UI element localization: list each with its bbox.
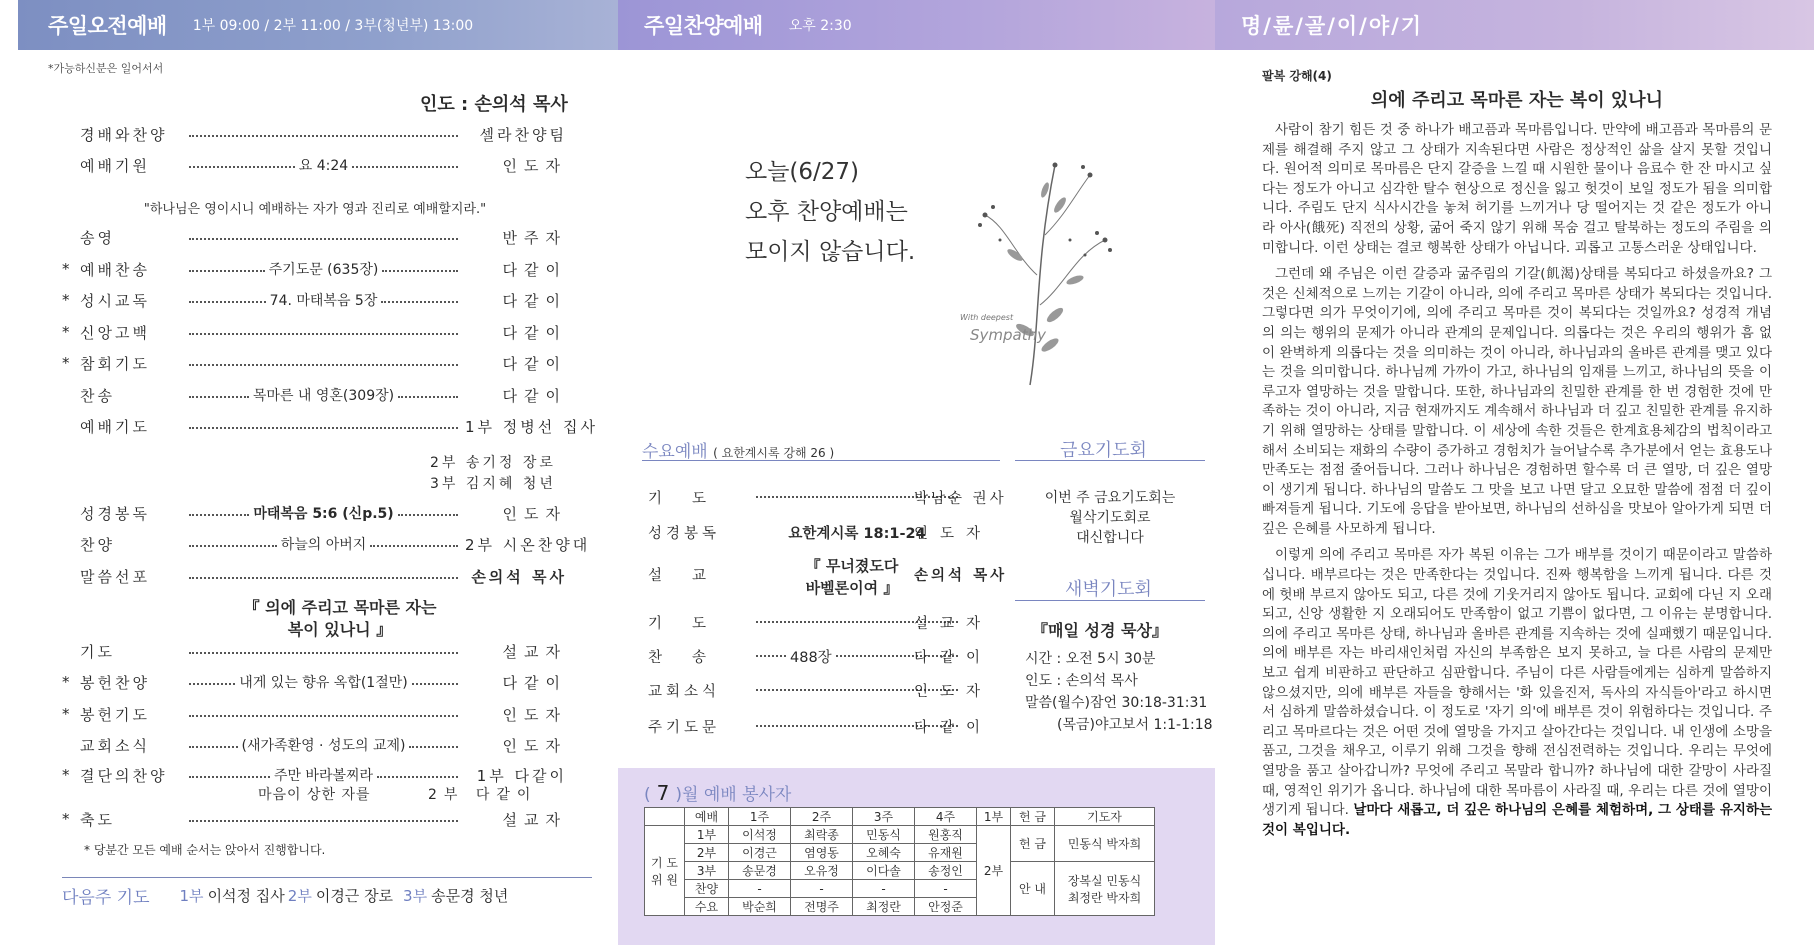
wednesday-person: 설교자 — [914, 615, 993, 632]
flower-text-2: Sympathy — [970, 326, 1046, 344]
wednesday-divider — [642, 460, 1000, 461]
head-blank — [645, 808, 685, 826]
order-row — [62, 808, 567, 830]
order-leader-dots — [185, 385, 462, 405]
story-body — [1262, 121, 1772, 847]
order-label: 축도 — [80, 810, 115, 829]
order-row — [62, 734, 567, 756]
order-row — [62, 123, 567, 145]
required-star: * — [62, 323, 70, 341]
wednesday-person: 박남순 권사 — [914, 490, 1007, 507]
order-label: 예배기원 — [80, 156, 150, 175]
order-label: 예배찬송 — [80, 260, 150, 279]
table-cell: 유재원 — [915, 844, 977, 862]
order-leader-dots — [185, 362, 462, 364]
table-cell: 안정준 — [915, 898, 977, 916]
next-part-3: 3부 — [403, 887, 428, 905]
wednesday-sermon-title — [752, 555, 952, 599]
order-label: 기도 — [80, 642, 115, 661]
table-cell: 이석정 — [729, 826, 791, 844]
prayer-part3: 3부 김지혜 청년 — [430, 476, 556, 492]
order-detail: 요 4:24 — [298, 158, 349, 174]
dawn-title: 새벽기도회 — [1065, 579, 1152, 600]
order-leader-dots — [185, 155, 462, 175]
order-label: 성경봉독 — [80, 504, 150, 523]
volunteers-table — [644, 807, 1155, 916]
standing-note: *가능하신분은 일어서서 — [48, 62, 164, 75]
table-cell: - — [915, 880, 977, 898]
order-leader-dots — [185, 503, 462, 523]
table-cell: 염영동 — [791, 844, 853, 862]
decision-part2: 2부 다같이 — [428, 787, 538, 803]
service-leader: 인도 : 손의석 목사 — [420, 94, 568, 115]
group-label — [645, 826, 685, 916]
order-row — [62, 764, 567, 786]
order-row — [62, 384, 567, 406]
table-cell: 오유정 — [791, 862, 853, 880]
order-person: 다같이 — [502, 354, 567, 373]
offering-label-cell: 헌 금 — [1011, 826, 1055, 862]
order-detail: 주만 바라볼찌라 — [273, 768, 374, 784]
story-header-title: 명/륜/골/이/야/기 — [1241, 14, 1424, 38]
table-cell: 수요 — [685, 898, 729, 916]
order-person: 인도자 — [502, 705, 567, 724]
table-cell: 민동식 — [853, 826, 915, 844]
required-star: * — [62, 354, 70, 372]
table-cell: 1부 — [685, 826, 729, 844]
order-label: 참회기도 — [80, 354, 150, 373]
wednesday-row — [648, 519, 998, 545]
order-person: 인도자 — [502, 504, 567, 523]
next-name-3: 송문경 청년 — [431, 887, 509, 905]
order-label: 찬양 — [80, 535, 115, 554]
order-row — [62, 703, 567, 725]
order-person: 2부 시온찬양대 — [465, 535, 591, 554]
order-detail: 마태복음 5:6 (신p.5) — [253, 506, 394, 522]
wednesday-sermon-line1: 『 무너졌도다 — [805, 557, 899, 575]
order-label: 신앙고백 — [80, 323, 150, 342]
story-subtitle: 팔복 강해(4) — [1262, 69, 1332, 83]
order-label: 예배기도 — [80, 417, 150, 436]
sermon-title-line1: 『 의에 주리고 목마른 자는 — [243, 598, 437, 617]
friday-line-1: 이번 주 금요기도회는 — [1044, 490, 1176, 506]
wednesday-row — [648, 484, 1007, 510]
table-row — [645, 862, 1155, 880]
next-week-label: 다음주 기도 — [62, 888, 150, 908]
table-cell: 최락종 — [791, 826, 853, 844]
afternoon-service-title: 주일찬양예배 — [644, 14, 763, 38]
order-person: 설교자 — [502, 642, 567, 661]
wednesday-label: 성경봉독 — [648, 525, 721, 542]
notice-line-3: 모이지 않습니다. — [745, 239, 916, 265]
order-person: 1부 정병선 집사 — [465, 417, 599, 436]
story-header — [1215, 0, 1814, 50]
wednesday-label: 교회소식 — [648, 683, 721, 700]
order-person: 인도자 — [502, 156, 567, 175]
dawn-word-1: 말씀(월수)잠언 30:18-31:31 — [1025, 695, 1208, 711]
order-leader-dots — [185, 735, 462, 755]
order-row — [62, 352, 567, 374]
part2-cell: 2부 — [977, 826, 1011, 916]
order-row — [62, 565, 567, 587]
order-detail: 74. 마태복음 5장 — [269, 293, 378, 309]
required-star: * — [62, 810, 70, 828]
order-leader-dots — [185, 672, 462, 692]
afternoon-notice — [745, 152, 915, 272]
order-leader-dots — [185, 425, 462, 427]
table-cell: - — [853, 880, 915, 898]
guide-names-2: 최정란 박자희 — [1067, 890, 1142, 905]
wednesday-person: 인도자 — [914, 525, 993, 542]
story-paragraph-3-text: 이렇게 의에 주리고 목마른 자가 복된 이유는 그가 배부를 것이기 때문이라고 말씀하십니다. 배부르다는 것은 만족한다는 것입니다. 진짜 행복함을 느끼게 됩니다. 다른 것에 헛배 부르지 않아도 되고, 다른 것에 기웃거리지 않아도 됩니다. 교회에 다닌 지 오래되고, 신앙 생활한 지 오래되어도 만족함이 없고 기쁨이 없다면, 그 이유는 분명합니다. 의에 주리고 목마른 상태, 하나님과 올바른 관계를 지속하는 것에 실패했기 때문입니다. 의에 배부른 자는 바리새인처럼 자신의 부족함은 보지 못하고, 늘 다른 사람의 문제만 보고 쉽게 비판하고 판단하고 심판합니다. 주님이 다른 사람들에게는 심하게 말씀하지 않으셨지만, 의에 배부른 자들을 향해서는 '화 있을진저, 독사의 자식들아'라고 하시면서 심하게 말씀하셨습니다. 이 정도로 '자기 의'에 배부른 것이 위험하다는 것입니다. 주리고 목마르다는 것은 어떤 것에 열망을 가지고 살아간다는 것입니다. 내 인생에 소망을 품고, 그것을 채우고, 이루기 위해 그것을 향해 전심전력하는 것입니다. 우리는 무엇에 열망을 품고 살아갑니까? 무엇에 주리고 목말라 합니까? 하나님에 대한 갈망이 사라질 때, 영적인 위기가 옵니다. 하나님에 대한 목마름이 사라질 때, 우리는 다른 것에 열망이 생기게 됩니다. — [1262, 547, 1772, 819]
order-label: 말씀선포 — [80, 567, 150, 586]
order-leader-dots — [185, 259, 462, 279]
order-label: 결단의찬양 — [80, 766, 168, 785]
required-star: * — [62, 705, 70, 723]
required-star: * — [62, 291, 70, 309]
story-title: 의에 주리고 목마른 자는 복이 있나니 — [1370, 90, 1664, 111]
story-closing: 날마다 새롭고, 더 깊은 하나님의 은혜를 체험하며, 그 상태를 유지하는 것이 복입니다. — [1262, 802, 1772, 838]
order-person: 다같이 — [502, 291, 567, 310]
order-row — [62, 321, 567, 343]
order-label: 경배와찬양 — [80, 125, 168, 144]
order-person: 설교자 — [502, 810, 567, 829]
wednesday-row — [648, 713, 998, 739]
story-paragraph-1: 사람이 참기 힘든 것 중 하나가 배고픔과 목마름입니다. 만약에 배고픔과 목마름의 문제를 해결해 주지 않고 그 상태가 지속된다면 사람은 정상적인 삶을 살지 못할 것입니다. 원어적 의미로 목마름은 단지 갈증을 느낄 때 시원한 물이나 음료수 한 잔 마시고 싶다는 정도가 아니고 심각한 탈수 현상으로 정신을 잃고 헛것이 보일 정도가 됨을 의미합니다. 주림도 단지 식사시간을 놓쳐 허기를 느끼거나 당 떨어지는 것 같은 정도가 아니라 아사(餓死) 직전의 상황, 굶어 죽지 않기 위해 목숨 걸고 탈북하는 정도의 주림을 의미합니다. 이런 상태는 결코 행복한 상태가 아닙니다. 괴롭고 고통스러운 상태입니다. — [1262, 122, 1772, 256]
order-person: 1부 다같이 — [476, 766, 567, 785]
order-leader-dots — [185, 133, 462, 135]
order-row — [62, 671, 567, 693]
dawn-word-2: (목금)야고보서 1:1-1:18 — [1057, 717, 1213, 733]
table-cell: 찬양 — [685, 880, 729, 898]
dawn-divider — [1015, 600, 1205, 601]
head-prayer: 기도자 — [1055, 808, 1155, 826]
dawn-info — [1025, 620, 1213, 736]
table-cell: 송문경 — [729, 862, 791, 880]
wednesday-person: 다같이 — [914, 649, 993, 666]
head-part1: 1부 — [977, 808, 1011, 826]
dawn-leader: 인도 : 손의석 목사 — [1025, 673, 1138, 689]
required-star: * — [62, 673, 70, 691]
morning-service-times: 1부 09:00 / 2부 11:00 / 3부(청년부) 13:00 — [192, 18, 474, 34]
table-cell: 최정란 — [853, 898, 915, 916]
wednesday-label: 설교 — [648, 567, 737, 584]
story-paragraph-3 — [1262, 546, 1772, 840]
next-part-1: 1부 — [179, 887, 204, 905]
wednesday-detail: 요한계시록 18:1-24 — [788, 525, 926, 542]
order-row — [62, 640, 567, 662]
table-cell: 박순희 — [729, 898, 791, 916]
head-offering: 헌 금 — [1011, 808, 1055, 826]
order-person: 인도자 — [502, 736, 567, 755]
order-row — [62, 258, 567, 280]
order-leader-dots — [185, 765, 462, 785]
order-row — [62, 289, 567, 311]
wednesday-label: 주기도문 — [648, 719, 721, 736]
next-name-1: 이석정 집사 — [207, 887, 285, 905]
dawn-time: 시간 : 오전 5시 30분 — [1025, 651, 1156, 667]
group-label-1: 기 도 — [651, 855, 678, 870]
decision-song-2: 마음이 상한 자를 — [258, 787, 371, 803]
order-person: 셀라찬양팀 — [479, 125, 567, 144]
table-cell: 이다솔 — [853, 862, 915, 880]
order-leader-dots — [185, 575, 462, 577]
notice-line-1: 오늘(6/27) — [745, 159, 860, 185]
order-person: 다같이 — [502, 323, 567, 342]
order-person: 다같이 — [502, 673, 567, 692]
order-leader-dots — [185, 290, 462, 310]
order-detail: 주기도문 (635장) — [268, 262, 379, 278]
next-name-2: 이경근 장로 — [315, 887, 394, 905]
offering-names-cell: 민동식 박자희 — [1055, 826, 1155, 862]
order-leader-dots — [185, 236, 462, 238]
next-week-prayer — [62, 877, 592, 913]
order-leader-dots — [185, 331, 462, 333]
order-person: 다같이 — [502, 386, 567, 405]
wednesday-person: 손의석 목사 — [914, 567, 1008, 584]
order-label: 봉헌찬양 — [80, 673, 150, 692]
order-row — [62, 502, 567, 524]
table-cell: 2부 — [685, 844, 729, 862]
order-row — [62, 226, 567, 248]
order-detail: (새가족환영 · 성도의 교제) — [241, 738, 406, 754]
friday-line-2: 월삭기도회로 — [1069, 510, 1151, 526]
table-cell: 전명주 — [791, 898, 853, 916]
order-leader-dots — [185, 650, 462, 652]
order-row — [62, 154, 567, 176]
volunteers-month: 7 — [656, 781, 670, 805]
wednesday-label: 찬송 — [648, 649, 737, 666]
order-leader-dots — [185, 818, 462, 820]
order-detail: 내게 있는 향유 옥합(1절만) — [239, 675, 408, 691]
order-detail: 하늘의 아버지 — [280, 537, 367, 553]
required-star: * — [62, 766, 70, 784]
prayer-part2: 2부 송기정 장로 — [430, 455, 556, 471]
sermon-title-line2: 복이 있나니 』 — [287, 620, 393, 639]
order-person: 반주자 — [502, 228, 567, 247]
head-week4: 4주 — [915, 808, 977, 826]
order-detail: 목마른 내 영혼(309장) — [252, 388, 395, 404]
table-row — [645, 826, 1155, 844]
notice-line-2: 오후 찬양예배는 — [745, 199, 908, 225]
order-row — [62, 415, 599, 437]
wednesday-person: 다같이 — [914, 719, 993, 736]
order-label: 송영 — [80, 228, 115, 247]
next-part-2: 2부 — [287, 887, 312, 905]
table-cell: 오혜숙 — [853, 844, 915, 862]
story-paragraph-2: 그런데 왜 주님은 이런 갈증과 굶주림의 기갈(飢渴)상태를 복되다고 하셨을까요? 그것은 신체적으로 느끼는 기갈이 아니라, 의에 주리고 목마른 상태가 복되다는 것입니다. 그렇다면 의가 무엇이기에, 의에 주리고 목마른 것이 복되다는 것일까요? 성경적 개념의 의는 행위의 문제가 아니라 관계의 문제입니다. 의롭다는 것은 우리의 행위가 흠 없이 완벽하게 의롭다는 것을 의미하는 것이 아니라, 하나님과의 올바른 관계를 맺고 있다는 것을 의미합니다. 하나님께 가까이 가고, 하나님의 임재를 느끼고, 하나님의 뜻을 이루고자 열망하는 것을 말합니다. 또한, 하나님과의 친밀한 관계를 한 번 경험한 것에 만족하는 것이 아니라, 지금 현재까지도 계속해서 하나님과 더 깊고 친밀한 관계를 유지하기 위해 열망하는 상태를 말합니다. 이 세상에 속한 것들은 한계효용체감의 법칙이라고 해서 소비되는 재화의 수량이 증가하고 경험치가 늘어날수록 추가분에서 얻는 효용도나 만족도는 점점 줄어듭니다. 그러나 하나님은 경험하면 할수록 더 큰 열망, 더 깊은 열망이 생기게 됩니다. 하나님의 말씀도 그 맛을 보고 나면 달고 오묘한 말씀에 점점 더 깊이 빠져들게 됩니다. 기도에 응답을 받아보면, 하나님의 선하심을 맛보아 알아가게 되면 더 깊은 은혜를 사모하게 됩니다. — [1262, 266, 1772, 537]
flower-illustration — [955, 145, 1125, 395]
morning-service-header — [18, 0, 618, 50]
order-label: 교회소식 — [80, 736, 150, 755]
guide-label-cell: 안 내 — [1011, 862, 1055, 916]
flower-text-1: With deepest — [960, 313, 1014, 322]
order-label: 성시교독 — [80, 291, 150, 310]
wednesday-row — [648, 609, 998, 635]
guide-names-cell — [1055, 862, 1155, 916]
table-cell: - — [729, 880, 791, 898]
order-leader-dots — [185, 713, 462, 715]
wednesday-subtitle: ( 요한계시록 강해 26 ) — [713, 446, 835, 460]
head-week2: 2주 — [791, 808, 853, 826]
wednesday-row — [648, 677, 998, 703]
dawn-subtitle: 『매일 성경 묵상』 — [1032, 621, 1168, 640]
table-cell: 이경근 — [729, 844, 791, 862]
wednesday-person: 인도자 — [914, 683, 993, 700]
friday-divider — [1015, 460, 1205, 461]
wednesday-row — [648, 643, 998, 669]
order-label: 찬송 — [80, 386, 115, 405]
group-label-2: 위 원 — [651, 872, 678, 887]
volunteers-title-rest: )월 예배 봉사자 — [675, 785, 792, 805]
morning-service-title: 주일오전예배 — [48, 14, 167, 38]
volunteers-head-row — [645, 808, 1155, 826]
table-cell: - — [791, 880, 853, 898]
wednesday-detail: 488장 — [790, 649, 832, 666]
head-week1: 1주 — [729, 808, 791, 826]
afternoon-service-time: 오후 2:30 — [788, 18, 852, 34]
order-label: 봉헌기도 — [80, 705, 150, 724]
order-leader-dots — [185, 534, 462, 554]
table-cell: 원홍직 — [915, 826, 977, 844]
guide-names-1: 장복실 민동식 — [1067, 873, 1142, 888]
head-service: 예배 — [685, 808, 729, 826]
table-cell: 3부 — [685, 862, 729, 880]
friday-title: 금요기도회 — [1060, 440, 1147, 461]
volunteers-title-open: ( — [644, 785, 651, 805]
order-person: 손의석 목사 — [471, 567, 567, 586]
required-star: * — [62, 260, 70, 278]
sermon-title — [200, 597, 480, 641]
wednesday-label: 기도 — [648, 615, 737, 632]
table-cell: 송정인 — [915, 862, 977, 880]
afternoon-service-header — [618, 0, 1215, 50]
seated-footnote: * 당분간 모든 예배 순서는 앉아서 진행합니다. — [84, 843, 326, 857]
wednesday-title — [642, 437, 834, 462]
scripture-quote: "하나님은 영이시니 예배하는 자가 영과 진리로 예배할지라." — [143, 202, 487, 217]
wednesday-title-text: 수요예배 — [642, 442, 708, 462]
head-week3: 3주 — [853, 808, 915, 826]
friday-text — [1020, 488, 1200, 548]
volunteers-title — [644, 780, 791, 805]
friday-line-3: 대신합니다 — [1076, 530, 1144, 546]
wednesday-sermon-line2: 바벨론이여 』 — [805, 579, 899, 597]
order-person: 다같이 — [502, 260, 567, 279]
order-row — [62, 533, 591, 555]
wednesday-label: 기도 — [648, 490, 737, 507]
